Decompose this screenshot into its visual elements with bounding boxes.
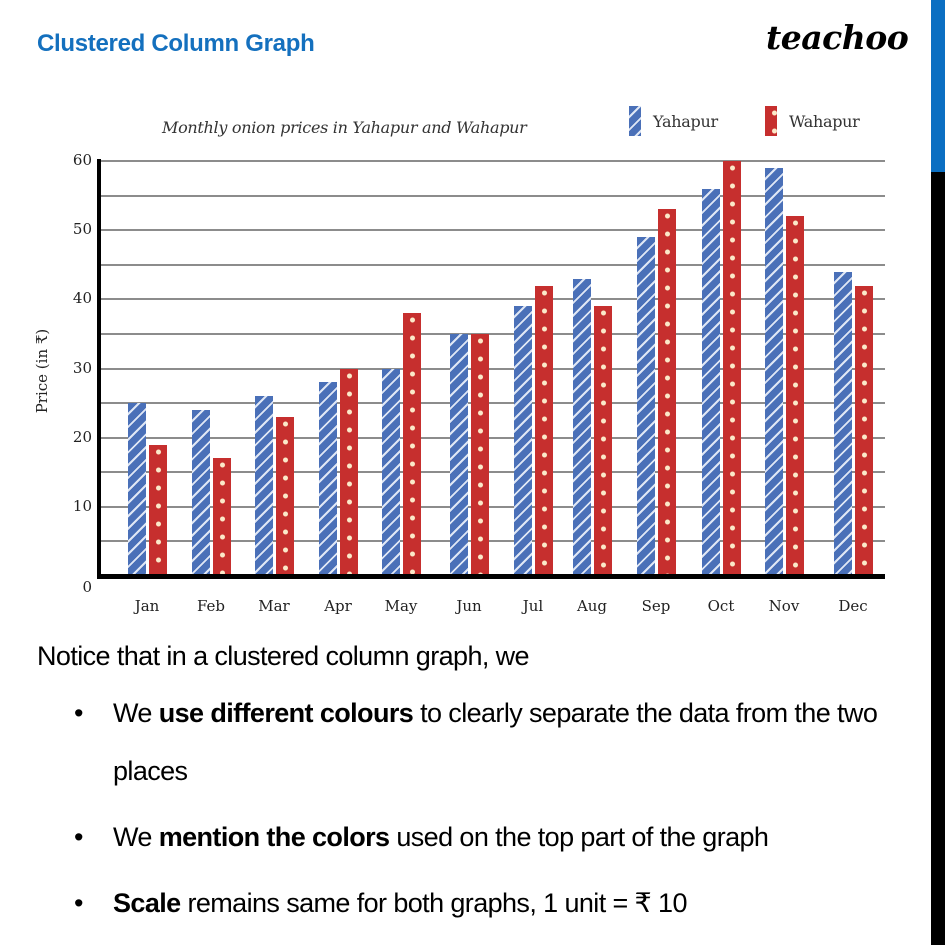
legend-item-wahapur: [765, 106, 860, 136]
bar-yahapur: [192, 410, 210, 576]
bar-yahapur: [319, 382, 337, 576]
bar-yahapur: [514, 306, 532, 576]
x-tick-label: May: [384, 597, 418, 615]
bullet-text-post: to clearly separate the data from the two places: [113, 698, 878, 786]
legend-label: Yahapur: [653, 111, 718, 131]
y-axis-label: Price (in ₹): [33, 328, 51, 414]
x-tick-label: Nov: [768, 597, 800, 615]
legend-swatch-dotted-icon: [765, 106, 777, 136]
bar-wahapur: [535, 286, 553, 577]
notes-intro: Notice that in a clustered column graph, we: [37, 641, 529, 671]
bar-wahapur: [594, 306, 612, 576]
y-tick-label: 30: [72, 358, 92, 377]
bar-wahapur: [658, 209, 676, 576]
bar-yahapur: [702, 189, 720, 576]
x-tick-label: Feb: [196, 597, 226, 615]
x-tick-label: Aug: [576, 597, 608, 615]
bar-yahapur: [834, 272, 852, 576]
x-tick-label: Jan: [134, 597, 160, 615]
y-tick-label: 60: [72, 151, 92, 169]
y-tick-label: 0: [82, 578, 92, 596]
x-tick-label: Jul: [522, 597, 544, 615]
bar-wahapur: [340, 369, 358, 577]
legend-item-yahapur: [629, 106, 718, 136]
bullet-item: [37, 874, 917, 932]
edge-accent-bar: [931, 0, 945, 172]
y-tick-label: 50: [72, 220, 92, 239]
bullet-text-bold: use different colours: [158, 698, 414, 728]
bar-wahapur: [723, 161, 741, 576]
y-tick-label: 20: [72, 427, 92, 446]
bullet-icon: •: [74, 698, 83, 728]
bar-yahapur: [382, 369, 400, 577]
bullet-text-bold: Scale: [113, 888, 181, 918]
notes-section: [37, 636, 917, 932]
bar-wahapur: [213, 458, 231, 576]
bullet-icon: •: [74, 888, 83, 918]
x-tick-label: Dec: [838, 597, 868, 615]
bar-wahapur: [855, 286, 873, 577]
bar-wahapur: [149, 445, 167, 576]
x-tick-label: Mar: [258, 597, 290, 615]
bar-yahapur: [450, 334, 468, 576]
edge-dark-bar: [931, 172, 945, 945]
bar-wahapur: [471, 334, 489, 576]
bullet-item: [37, 684, 917, 800]
bar-wahapur: [276, 417, 294, 576]
x-tick-label: Apr: [324, 597, 352, 615]
bullet-icon: •: [74, 822, 83, 852]
bullet-text-post: used on the top part of the graph: [389, 822, 769, 852]
bullet-text-bold: mention the colors: [158, 822, 390, 852]
bar-yahapur: [765, 168, 783, 576]
bar-yahapur: [128, 403, 146, 576]
x-axis-line: [97, 574, 885, 579]
y-axis-line: [97, 159, 101, 579]
bar-wahapur: [403, 313, 421, 576]
chart-title: Monthly onion prices in Yahapur and Wahapur: [162, 118, 527, 137]
bar-yahapur: [573, 279, 591, 576]
y-tick-label: 40: [72, 289, 92, 308]
bullet-text-pre: We: [113, 822, 159, 852]
bullet-item: [37, 808, 917, 866]
x-tick-label: Sep: [641, 597, 671, 615]
bullet-text-pre: We: [113, 698, 159, 728]
y-tick-label: 10: [72, 496, 92, 515]
page-title: Clustered Column Graph: [37, 30, 315, 57]
bullet-text-post: remains same for both graphs, 1 unit = ₹ 10: [180, 888, 687, 918]
bar-yahapur: [637, 237, 655, 576]
legend-label: Wahapur: [789, 111, 860, 131]
gridline: [100, 160, 885, 162]
bar-wahapur: [786, 216, 804, 576]
x-tick-label: Oct: [707, 597, 735, 615]
notes-bullet-list: [37, 684, 917, 932]
bar-yahapur: [255, 396, 273, 576]
brand-logo: teachoo: [766, 18, 909, 57]
legend-swatch-striped-icon: [629, 106, 641, 136]
x-tick-label: Jun: [456, 597, 482, 615]
